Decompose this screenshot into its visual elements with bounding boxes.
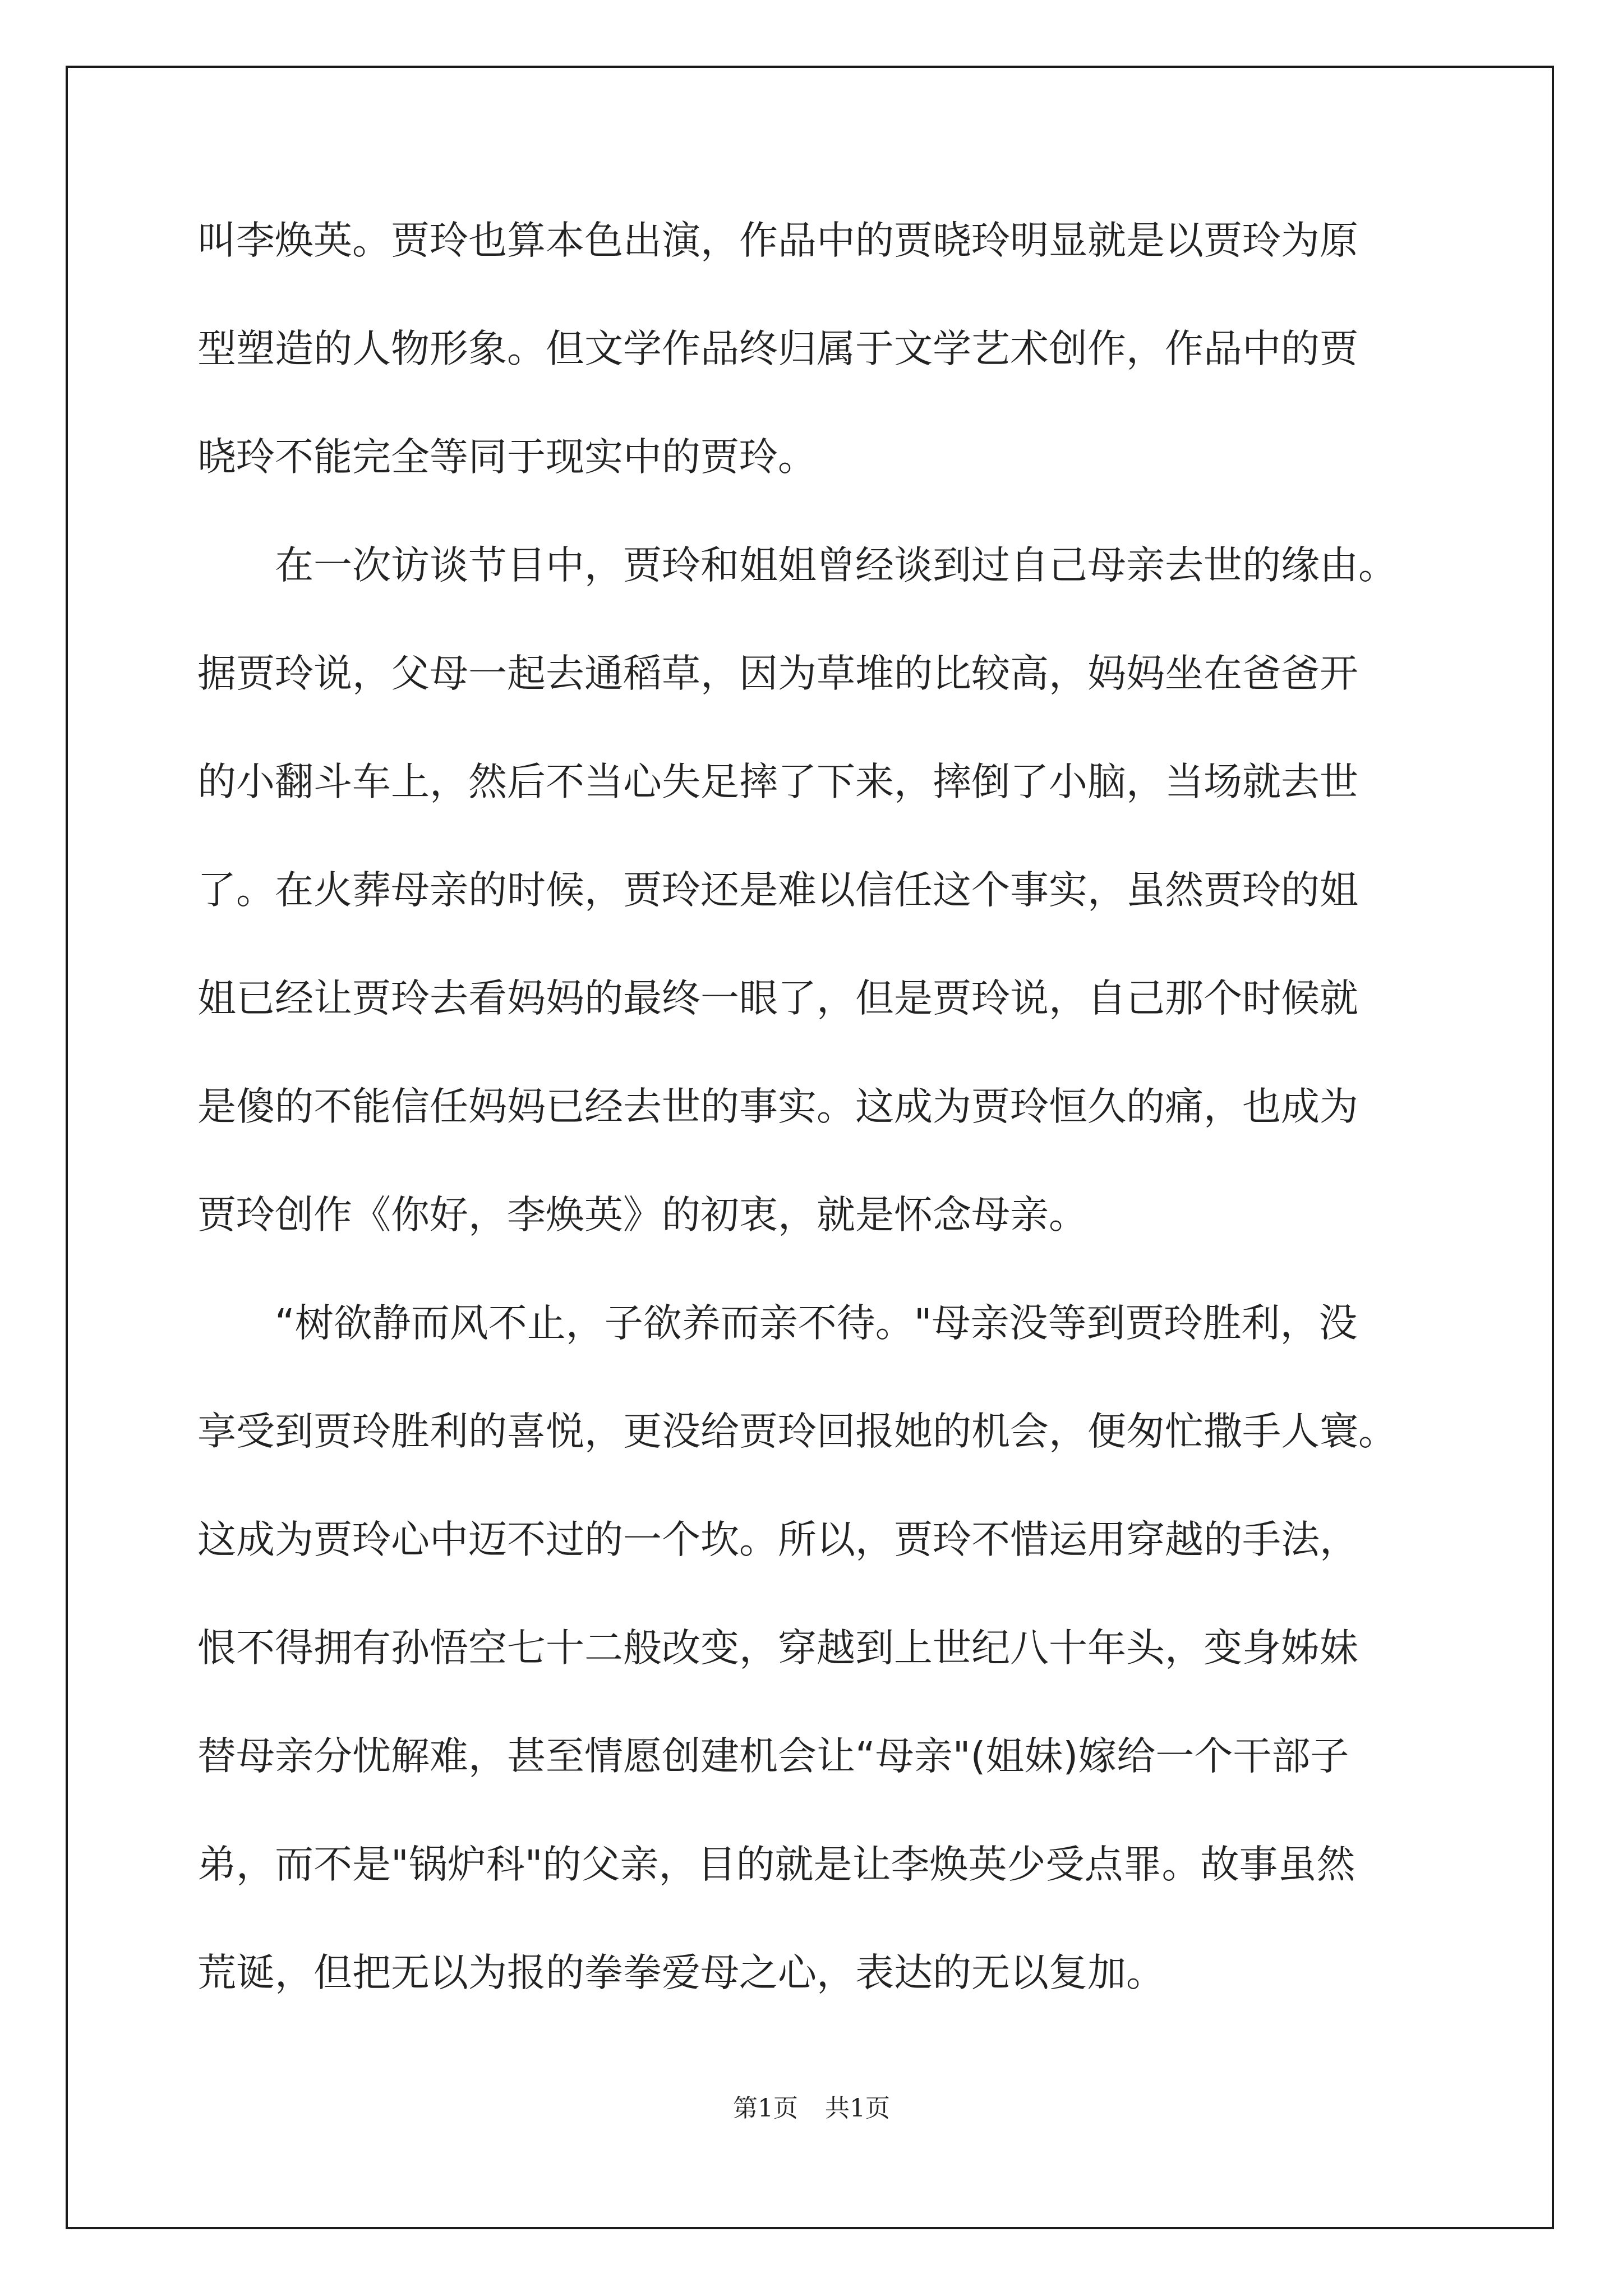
text-line: 晓玲不能完全等同于现实中的贾玲。 xyxy=(197,435,817,480)
text-line: 这成为贾玲心中迈不过的一个坎。所以，贾玲不惜运用穿越的手法， xyxy=(197,1517,1358,1562)
page-footer xyxy=(0,2088,1623,2124)
text-line: 型塑造的人物形象。但文学作品终归属于文学艺术创作，作品中的贾 xyxy=(197,326,1358,371)
text-line: “树欲静而风不止，子欲养而亲不待。"母亲没等到贾玲胜利，没 xyxy=(197,1301,1358,1346)
text-line: 贾玲创作《你好，李焕英》的初衷，就是怀念母亲。 xyxy=(197,1193,1087,1237)
text-line: 是傻的不能信任妈妈已经去世的事实。这成为贾玲恒久的痛，也成为 xyxy=(197,1084,1358,1129)
document-body xyxy=(197,214,1431,2054)
text-line: 了。在火葬母亲的时候，贾玲还是难以信任这个事实，虽然贾玲的姐 xyxy=(197,868,1358,913)
text-line: 弟，而不是"锅炉科"的父亲，目的就是让李焕英少受点罪。故事虽然 xyxy=(197,1842,1355,1887)
page-number: 第1页 xyxy=(733,2094,798,2123)
text-line: 享受到贾玲胜利的喜悦，更没给贾玲回报她的机会，便匆忙撒手人寰。 xyxy=(197,1409,1397,1454)
text-line: 的小翻斗车上，然后不当心失足摔了下来，摔倒了小脑，当场就去世 xyxy=(197,760,1358,804)
text-line: 恨不得拥有孙悟空七十二般改变，穿越到上世纪八十年头，变身姊妹 xyxy=(197,1626,1358,1671)
text-line: 荒诞，但把无以为报的拳拳爱母之心，表达的无以复加。 xyxy=(197,1950,1165,1995)
text-line: 替母亲分忧解难，甚至情愿创建机会让“母亲"(姐妹)嫁给一个干部子 xyxy=(197,1734,1349,1779)
text-line: 叫李焕英。贾玲也算本色出演，作品中的贾晓玲明显就是以贾玲为原 xyxy=(197,218,1358,263)
text-line: 据贾玲说，父母一起去通稻草，因为草堆的比较高，妈妈坐在爸爸开 xyxy=(197,651,1358,696)
total-pages: 共1页 xyxy=(825,2094,890,2123)
text-line: 在一次访谈节目中，贾玲和姐姐曾经谈到过自己母亲去世的缘由。 xyxy=(197,543,1397,588)
text-line: 姐已经让贾玲去看妈妈的最终一眼了，但是贾玲说，自己那个时候就 xyxy=(197,976,1358,1021)
